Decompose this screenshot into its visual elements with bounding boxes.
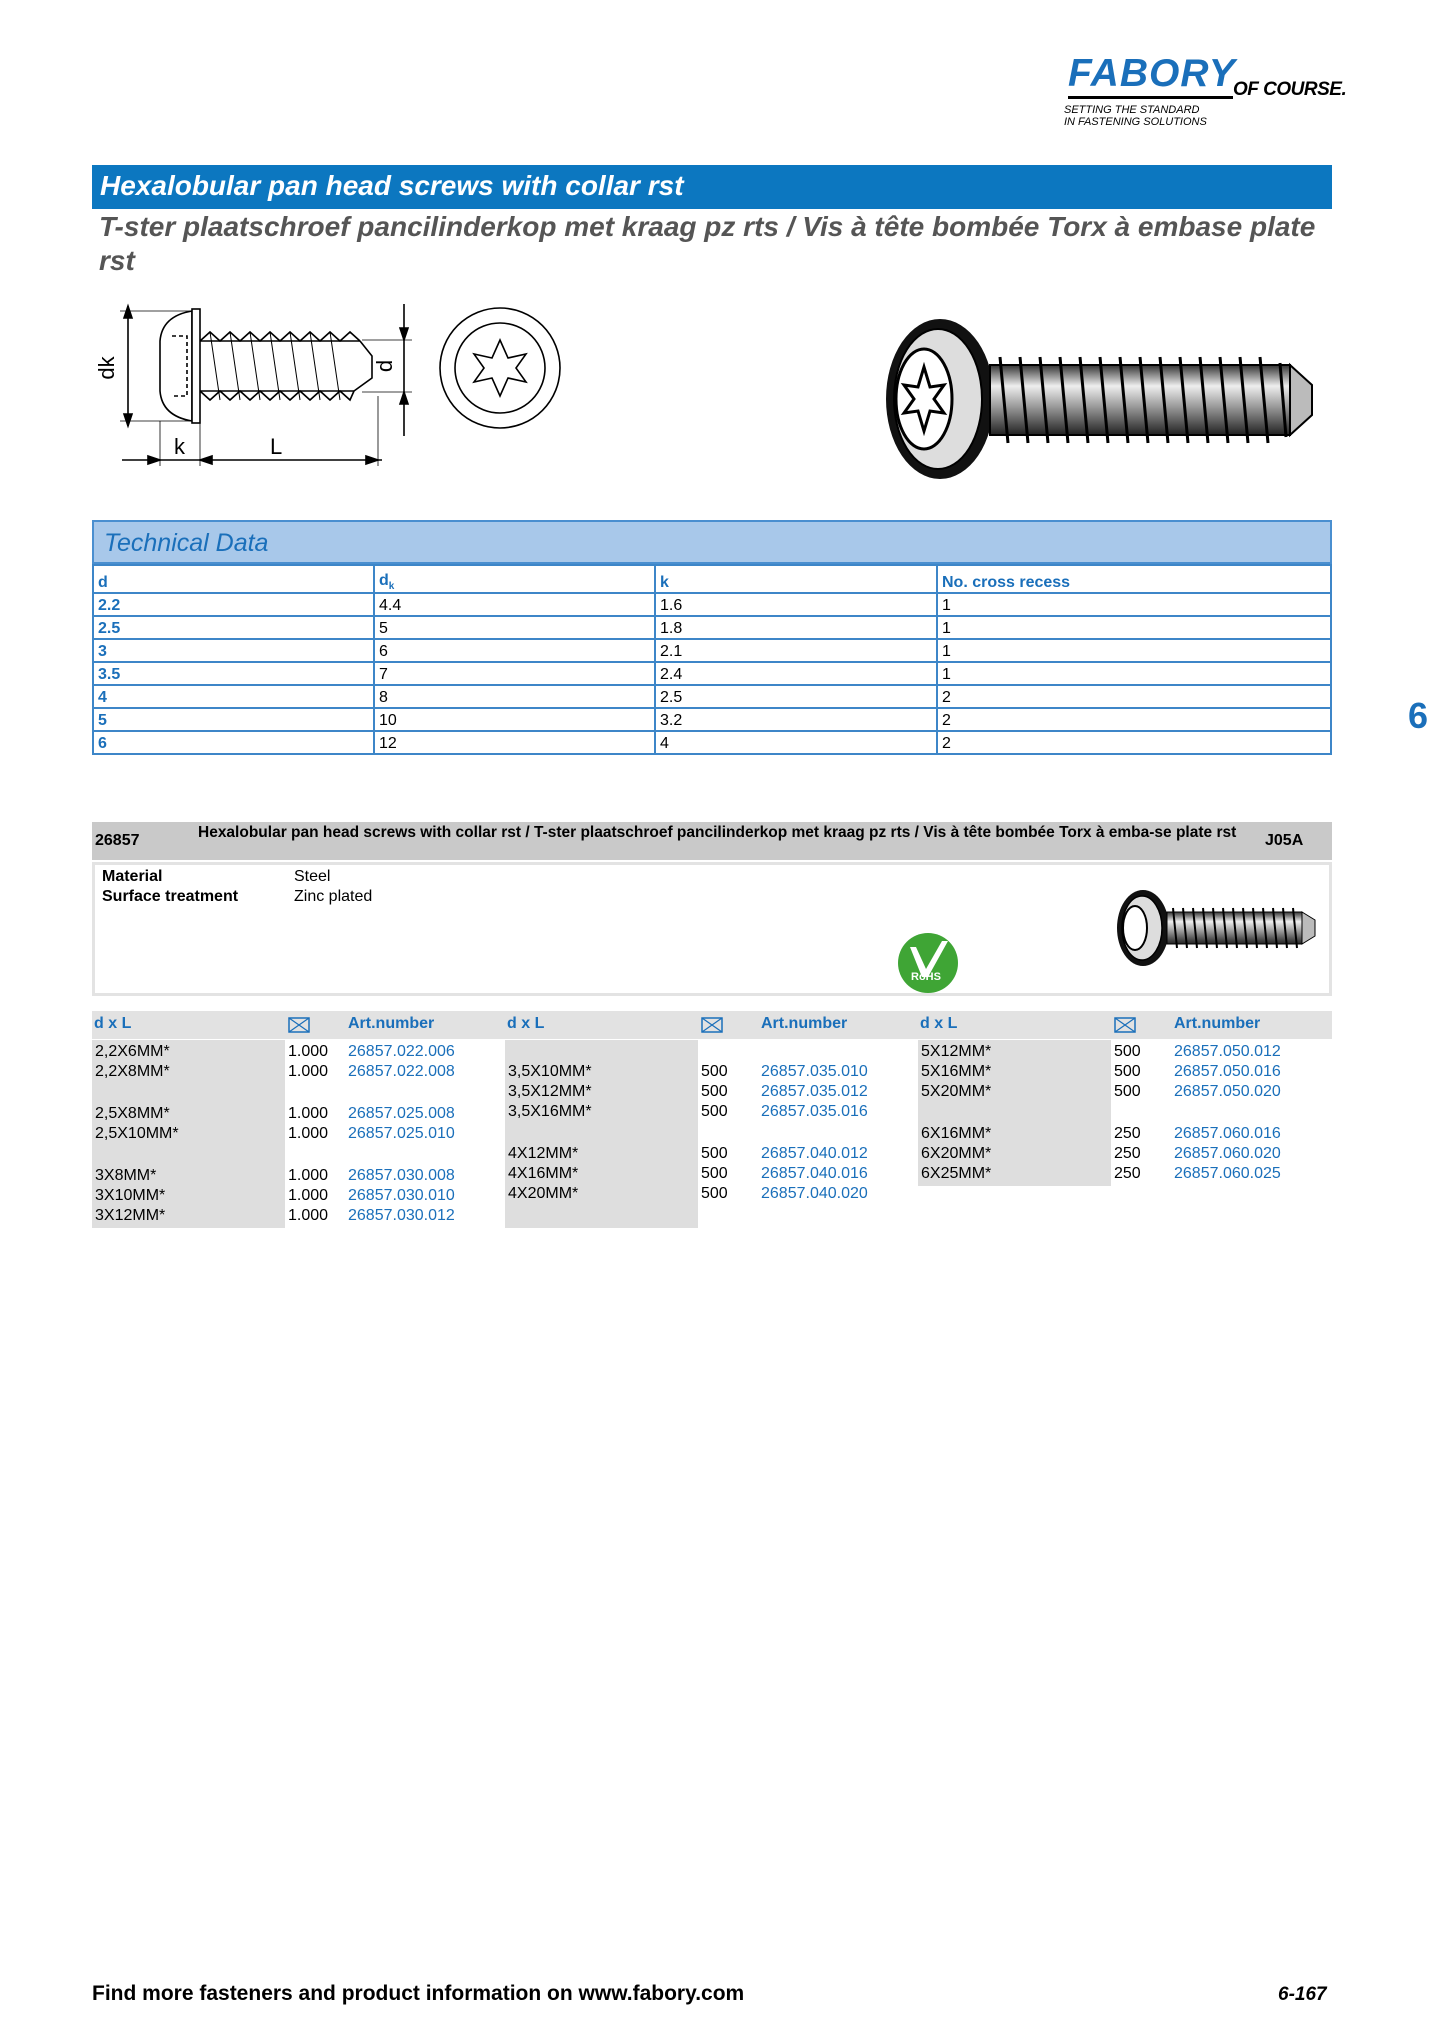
header-dk: $d_k$ [374, 565, 655, 593]
table-cell: 1.6 [655, 593, 937, 616]
product-description: Hexalobular pan head screws with collar rst / T-ster plaatschroef pancilinderkop met kraag pz rts / Vis à tête bombée Torx à emba-se plate rst [198, 824, 1237, 841]
table-row [93, 708, 1331, 731]
table-cell: 6 [374, 639, 655, 662]
table-cell: 5 [93, 708, 374, 731]
article-quantity: 250 [1114, 1125, 1141, 1142]
article-size: 3,5X16MM* [508, 1103, 592, 1120]
label-d: d [372, 359, 397, 373]
article-size: 2,5X8MM* [95, 1105, 170, 1122]
technical-drawing [92, 296, 572, 476]
page-title: Hexalobular pan head screws with collar rst [100, 170, 684, 201]
table-row [93, 639, 1331, 662]
article-number[interactable]: 26857.030.008 [348, 1167, 455, 1184]
table-cell: 1 [937, 662, 1331, 685]
logo-tagline: SETTING THE STANDARD IN FASTENING SOLUTIONS [1064, 104, 1207, 128]
material-label: Material [102, 868, 163, 885]
article-quantity: 500 [701, 1083, 728, 1100]
article-size: 3X12MM* [95, 1207, 166, 1224]
article-quantity: 500 [701, 1185, 728, 1202]
logo-underline [1068, 96, 1233, 99]
article-size: 4X12MM* [508, 1145, 579, 1162]
article-size: 6X16MM* [921, 1125, 992, 1142]
package-icon [701, 1017, 723, 1033]
article-size: 3X8MM* [95, 1167, 157, 1184]
table-cell: 2.2 [93, 593, 374, 616]
size-column-header: d x L [920, 1015, 958, 1032]
material-value: Steel [294, 868, 331, 885]
size-column-header: d x L [94, 1015, 132, 1032]
article-quantity: 1.000 [288, 1125, 329, 1142]
table-row [93, 731, 1331, 754]
table-cell: 4.4 [374, 593, 655, 616]
table-cell: 8 [374, 685, 655, 708]
header-d: d [93, 565, 374, 593]
table-cell: 2.4 [655, 662, 937, 685]
article-size: 3X10MM* [95, 1187, 166, 1204]
table-cell: 1 [937, 616, 1331, 639]
article-quantity: 500 [701, 1063, 728, 1080]
article-quantity: 500 [701, 1103, 728, 1120]
article-number[interactable]: 26857.050.016 [1174, 1063, 1281, 1080]
table-row [93, 662, 1331, 685]
rohs-icon: RoHS [898, 933, 958, 993]
package-icon [1114, 1017, 1136, 1033]
article-number[interactable]: 26857.035.016 [761, 1103, 868, 1120]
surface-label: Surface treatment [102, 888, 239, 905]
article-quantity: 1.000 [288, 1063, 329, 1080]
article-number[interactable]: 26857.060.016 [1174, 1125, 1281, 1142]
article-number[interactable]: 26857.040.016 [761, 1165, 868, 1182]
label-dk: dk [94, 356, 119, 380]
table-cell: 2 [937, 708, 1331, 731]
article-quantity: 1.000 [288, 1207, 329, 1224]
table-cell: 10 [374, 708, 655, 731]
article-quantity: 500 [701, 1165, 728, 1182]
article-size: 5X12MM* [921, 1043, 992, 1060]
article-size: 3,5X10MM* [508, 1063, 592, 1080]
article-quantity: 250 [1114, 1165, 1141, 1182]
table-cell: 2 [937, 731, 1331, 754]
table-cell: 2.5 [93, 616, 374, 639]
table-cell: 3.5 [93, 662, 374, 685]
table-cell: 1 [937, 639, 1331, 662]
fabory-logo [1060, 52, 1360, 132]
article-size: 2,2X6MM* [95, 1043, 170, 1060]
article-quantity: 1.000 [288, 1105, 329, 1122]
screw-photo [880, 315, 1320, 485]
table-cell: 3.2 [655, 708, 937, 731]
table-cell: 2.5 [655, 685, 937, 708]
article-size: 2,2X8MM* [95, 1063, 170, 1080]
footer-text: Find more fasteners and product information on www.fabory.com [92, 1982, 745, 2005]
table-cell: 1 [937, 593, 1331, 616]
article-number[interactable]: 26857.030.012 [348, 1207, 455, 1224]
table-cell: 4 [93, 685, 374, 708]
label-L: L [270, 434, 283, 459]
article-quantity: 1.000 [288, 1187, 329, 1204]
article-number[interactable]: 26857.050.012 [1174, 1043, 1281, 1060]
art-number-column-header: Art.number [348, 1015, 435, 1032]
article-number[interactable]: 26857.025.008 [348, 1105, 455, 1122]
table-cell: 12 [374, 731, 655, 754]
table-row [93, 593, 1331, 616]
table-row [93, 616, 1331, 639]
article-size: 2,5X10MM* [95, 1125, 179, 1142]
surface-value: Zinc plated [294, 888, 373, 905]
table-cell: 2.1 [655, 639, 937, 662]
article-number[interactable]: 26857.025.010 [348, 1125, 455, 1142]
package-icon [288, 1017, 310, 1033]
header-cross-recess: No. cross recess [937, 565, 1331, 593]
logo-suffix: OF COURSE. [1233, 79, 1347, 100]
table-cell: 5 [374, 616, 655, 639]
article-number[interactable]: 26857.022.006 [348, 1043, 455, 1060]
table-cell: 3 [93, 639, 374, 662]
article-number[interactable]: 26857.040.012 [761, 1145, 868, 1162]
product-code: 26857 [95, 832, 140, 849]
technical-data-table [92, 564, 1332, 755]
article-size: 6X25MM* [921, 1165, 992, 1182]
table-cell: 7 [374, 662, 655, 685]
article-size: 4X20MM* [508, 1185, 579, 1202]
table-cell: 2 [937, 685, 1331, 708]
article-quantity: 500 [1114, 1043, 1141, 1060]
article-number[interactable]: 26857.050.020 [1174, 1083, 1281, 1100]
article-size: 4X16MM* [508, 1165, 579, 1182]
page-subtitle: T-ster plaatschroef pancilinderkop met kraag pz rts / Vis à tête bombée Torx à embase plate rst [99, 211, 1316, 276]
article-size: 5X20MM* [921, 1083, 992, 1100]
table-cell: 6 [93, 731, 374, 754]
article-size: 3,5X12MM* [508, 1083, 592, 1100]
chapter-number: 6 [1408, 695, 1429, 736]
article-quantity: 1.000 [288, 1043, 329, 1060]
product-thumbnail [1115, 888, 1320, 968]
article-number[interactable]: 26857.040.020 [761, 1185, 868, 1202]
table-cell: 4 [655, 731, 937, 754]
logo-name: FABORY [1068, 52, 1236, 95]
page-number: 6-167 [1278, 1984, 1327, 2005]
article-number[interactable]: 26857.035.010 [761, 1063, 868, 1080]
table-cell: 1.8 [655, 616, 937, 639]
article-number[interactable]: 26857.060.025 [1174, 1165, 1281, 1182]
art-number-column-header: Art.number [1174, 1015, 1261, 1032]
art-number-column-header: Art.number [761, 1015, 848, 1032]
size-column-header: d x L [507, 1015, 545, 1032]
article-number[interactable]: 26857.022.008 [348, 1063, 455, 1080]
article-number[interactable]: 26857.060.020 [1174, 1145, 1281, 1162]
article-quantity: 500 [701, 1145, 728, 1162]
article-quantity: 500 [1114, 1063, 1141, 1080]
article-size: 5X16MM* [921, 1063, 992, 1080]
label-k: k [174, 434, 185, 459]
table-header-row [93, 565, 1331, 593]
article-quantity: 1.000 [288, 1167, 329, 1184]
product-version: J05A [1265, 832, 1304, 849]
article-number[interactable]: 26857.035.012 [761, 1083, 868, 1100]
article-number[interactable]: 26857.030.010 [348, 1187, 455, 1204]
article-quantity: 250 [1114, 1145, 1141, 1162]
article-size: 6X20MM* [921, 1145, 992, 1162]
header-k: k [655, 565, 937, 593]
technical-data-heading: Technical Data [92, 520, 1332, 564]
table-row [93, 685, 1331, 708]
article-quantity: 500 [1114, 1083, 1141, 1100]
